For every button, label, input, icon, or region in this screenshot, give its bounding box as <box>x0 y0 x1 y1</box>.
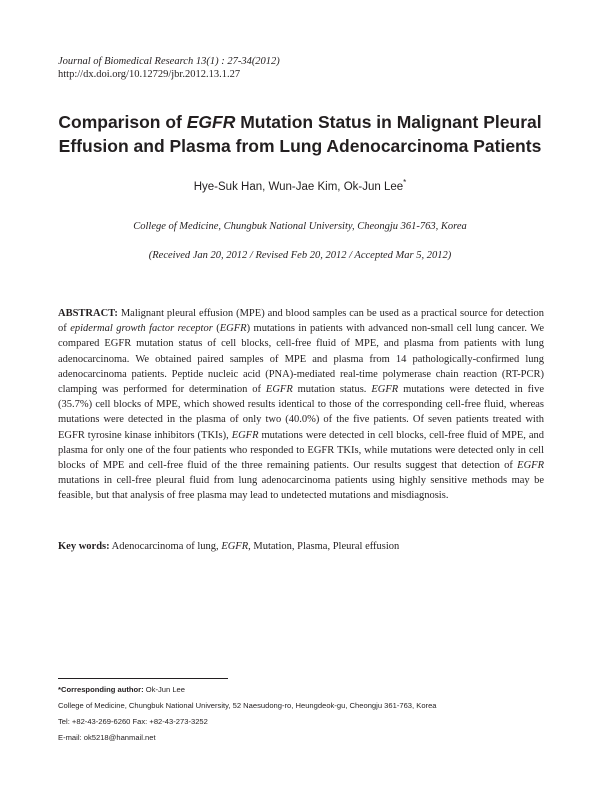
corresponding-marker: * <box>403 178 407 187</box>
footnote-divider <box>58 678 228 679</box>
corresponding-email[interactable]: E-mail: ok5218@hanmail.net <box>58 733 156 742</box>
corresponding-author <box>58 685 558 695</box>
author-names: Hye-Suk Han, Wun-Jae Kim, Ok-Jun Lee <box>193 180 404 193</box>
abstract-text-4: mutation status. <box>292 384 372 396</box>
keywords-text-2: , Mutation, Plasma, Pleural effusion <box>248 541 400 552</box>
corresponding-label: *Corresponding author: <box>58 685 144 694</box>
abstract-italic-2: EGFR <box>219 323 247 335</box>
doi-link[interactable]: http://dx.doi.org/10.12729/jbr.2012.13.1.27 <box>58 69 241 80</box>
title-part-2: Mutation Status in Malignant Pleural <box>235 112 542 132</box>
author-list <box>0 176 600 194</box>
keywords-text-1: Adenocarcinoma of lung, <box>109 541 222 552</box>
abstract <box>58 306 544 504</box>
received-dates: (Received Jan 20, 2012 / Revised Feb 20, 2012 / Accepted Mar 5, 2012) <box>148 250 452 261</box>
keywords <box>58 540 544 554</box>
abstract-text-5: mutations were detected in five (35.7%) cell blocks of MPE, which showed results identical to those of the corresponding cell-free fluid, whereas mutations were detected in the plasma of only two (40.0%) of the five patients. Of seven patients treated with EGFR tyrosine kinase inhibitors (TKIs), <box>58 384 545 441</box>
abstract-italic-1: epidermal growth factor receptor <box>70 323 213 335</box>
abstract-label: ABSTRACT: <box>58 308 118 319</box>
article-title <box>40 110 560 158</box>
abstract-italic-3: EGFR <box>265 384 293 396</box>
title-part-1: Comparison of <box>58 112 187 132</box>
keywords-label: Key words: <box>58 541 110 552</box>
abstract-text-7: mutations in cell-free pleural fluid from lung adenocarcinoma patients using highly sensitive methods may be feasible, but that analysis of free plasma may lead to undetected mutations and misdiagnosis. <box>58 475 544 502</box>
title-gene: EGFR <box>186 112 236 132</box>
corresponding-address: College of Medicine, Chungbuk National University, 52 Naesudong-ro, Heungdeok-gu, Cheongju 361-763, Korea <box>58 701 437 710</box>
abstract-text-3: ) mutations in patients with advanced non-small cell lung cancer. We compared EGFR mutation status of cell blocks, cell-free fluid of MPE, and plasma from patients with lung adenocarcinoma. We obtained paired samples of MPE and plasma from 14 pathologically-confirmed lung adenocarcinoma patients. Peptide nucleic acid (PNA)-mediated real-time polymerase chain reaction (RT-PCR) clamping was performed for determination of <box>58 323 545 396</box>
corresponding-phone: Tel: +82-43-269-6260 Fax: +82-43-273-3252 <box>58 717 208 726</box>
keywords-italic: EGFR <box>221 541 249 552</box>
affiliation: College of Medicine, Chungbuk National University, Cheongju 361-763, Korea <box>133 221 467 232</box>
abstract-text-1: Malignant pleural effusion (MPE) and blood samples can be used as a practical source for detection of <box>58 308 544 335</box>
abstract-italic-4: EGFR <box>371 384 399 396</box>
abstract-italic-5: EGFR <box>231 429 259 441</box>
abstract-text-6: mutations were detected in cell blocks, cell-free fluid of MPE, and plasma for only one of the four patients who responded to EGFR TKIs, while mutations were detected only in cell blocks of MPE and cell-free fluid of the three remaining patients. Our results suggest that detection of <box>58 429 544 472</box>
journal-citation: Journal of Biomedical Research 13(1) : 27-34(2012) <box>58 56 280 67</box>
abstract-text-2: ( <box>212 323 220 335</box>
abstract-italic-6: EGFR <box>517 460 544 472</box>
corresponding-name: Ok-Jun Lee <box>143 685 186 694</box>
title-line-2: Effusion and Plasma from Lung Adenocarcinoma Patients <box>58 136 542 156</box>
